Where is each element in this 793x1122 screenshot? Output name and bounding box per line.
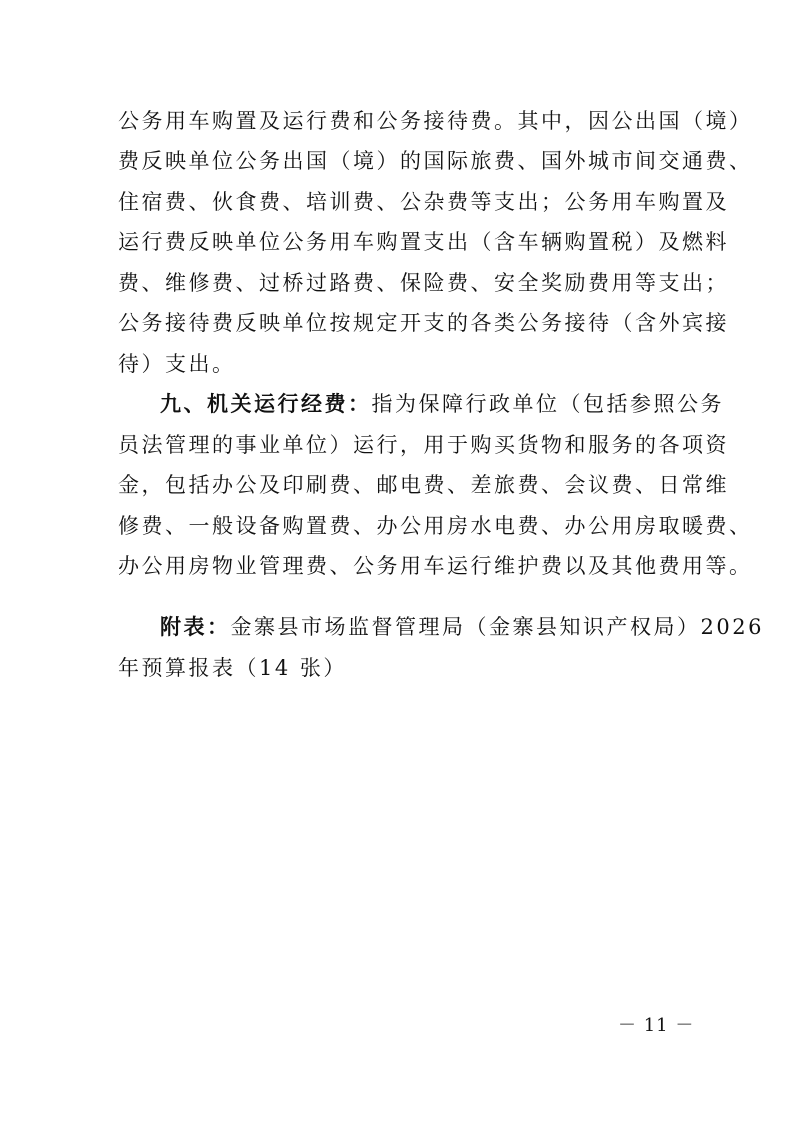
text-line: 费、维修费、过桥过路费、保险费、安全奖励费用等支出； (118, 271, 729, 295)
text-line: 年预算报表（14 张） (118, 656, 347, 680)
text-line (160, 389, 724, 419)
text-line: 运行费反映单位公务用车购置支出（含车辆购置税）及燃料 (118, 230, 729, 254)
section-heading: 九、机关运行经费： (160, 391, 372, 416)
text-line: 员法管理的事业单位）运行，用于购买货物和服务的各项资 (118, 433, 729, 457)
text-line: 费反映单位公务出国（境）的国际旅费、国外城市间交通费、 (118, 149, 753, 173)
text-line: 办公用房物业管理费、公务用车运行维护费以及其他费用等。 (118, 554, 753, 578)
text-line: 公务接待费反映单位按规定开支的各类公务接待（含外宾接 (118, 311, 729, 335)
text-line (160, 612, 764, 642)
text-line: 修费、一般设备购置费、办公用房水电费、办公用房取暖费、 (118, 514, 753, 538)
text-span: 金寨县市场监督管理局（金寨县知识产权局）2026 (230, 615, 764, 639)
attachment-label: 附表： (160, 614, 231, 639)
page-number: － 11 － (618, 1015, 695, 1036)
text-line: 公务用车购置及运行费和公务接待费。其中，因公出国（境） (118, 109, 753, 133)
text-line: 待）支出。 (118, 352, 236, 376)
text-span: 指为保障行政单位（包括参照公务 (371, 392, 724, 416)
text-line: 住宿费、伙食费、培训费、公杂费等支出；公务用车购置及 (118, 190, 729, 214)
text-line: 金，包括办公及印刷费、邮电费、差旅费、会议费、日常维 (118, 473, 729, 497)
